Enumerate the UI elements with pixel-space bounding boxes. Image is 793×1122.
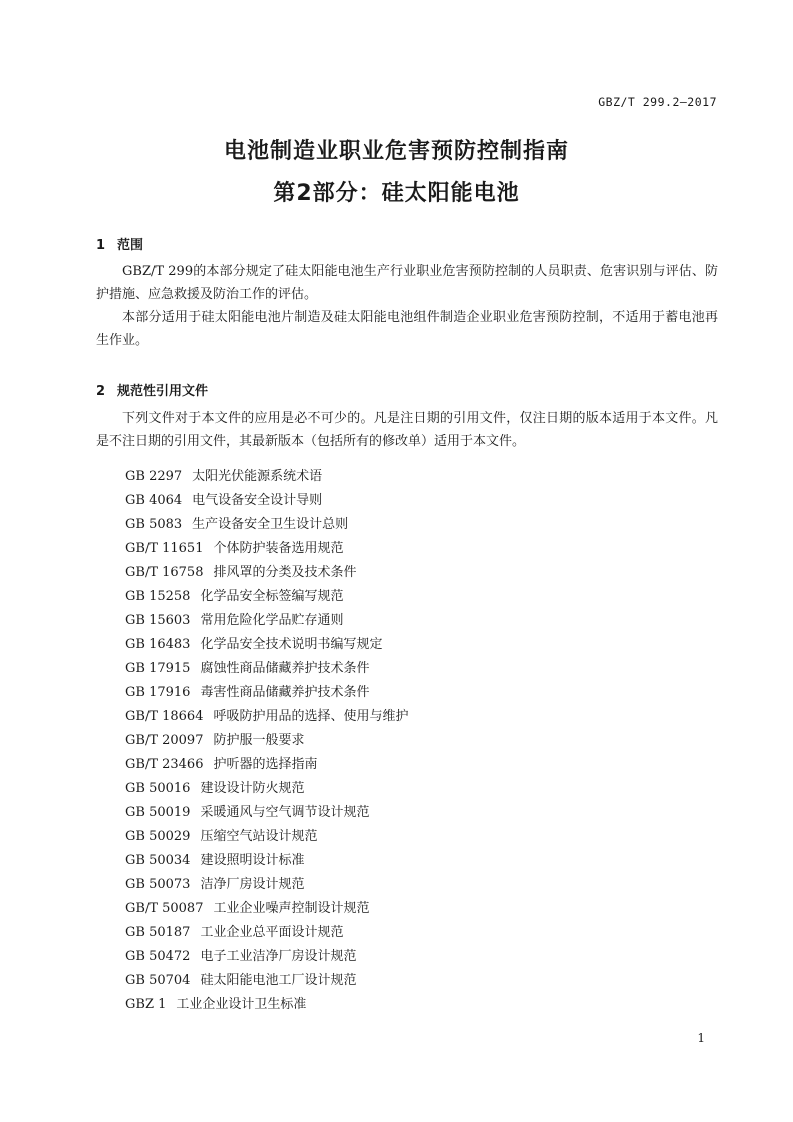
reference-code: GB 50019 — [125, 805, 191, 820]
reference-title: 护听器的选择指南 — [213, 757, 318, 772]
reference-item — [125, 849, 409, 873]
reference-code: GB 17916 — [125, 685, 191, 700]
reference-code: GB 50704 — [125, 973, 191, 988]
reference-code: GB 15258 — [125, 589, 191, 604]
reference-code: GB 4064 — [125, 493, 183, 508]
reference-code: GB 5083 — [125, 517, 183, 532]
reference-title: 建设照明设计标准 — [200, 853, 305, 868]
reference-item — [125, 921, 409, 945]
reference-code: GB 16483 — [125, 637, 191, 652]
page-number: 1 — [697, 1031, 705, 1045]
reference-code: GB 50073 — [125, 877, 191, 892]
reference-title: 工业企业噪声控制设计规范 — [213, 901, 370, 916]
reference-code: GB 50472 — [125, 949, 191, 964]
reference-code: GB/T 23466 — [125, 757, 204, 772]
reference-item — [125, 537, 409, 561]
reference-item — [125, 561, 409, 585]
section-1-paragraph-1: GBZ/T 299的本部分规定了硅太阳能电池生产行业职业危害预防控制的人员职责、危害识别与评估、防护措施、应急救援及防治工作的评估。 — [96, 264, 718, 302]
section-2-intro: 下列文件对于本文件的应用是必不可少的。凡是注日期的引用文件，仅注日期的版本适用于本文件。凡是不注日期的引用文件，其最新版本（包括所有的修改单）适用于本文件。 — [96, 411, 718, 449]
reference-title: 工业企业设计卫生标准 — [176, 997, 307, 1012]
reference-title: 个体防护装备选用规范 — [213, 541, 344, 556]
reference-title: 太阳光伏能源系统术语 — [192, 469, 323, 484]
section-2-number: 2 — [96, 384, 106, 399]
reference-code: GB 2297 — [125, 469, 183, 484]
reference-title: 呼吸防护用品的选择、使用与维护 — [213, 709, 409, 724]
reference-code: GB/T 18664 — [125, 709, 204, 724]
reference-code: GB 50187 — [125, 925, 191, 940]
reference-title: 硅太阳能电池工厂设计规范 — [200, 973, 357, 988]
reference-code: GBZ 1 — [125, 997, 167, 1012]
reference-title: 工业企业总平面设计规范 — [200, 925, 344, 940]
reference-item — [125, 585, 409, 609]
reference-item — [125, 777, 409, 801]
reference-item — [125, 753, 409, 777]
section-1-heading — [96, 234, 143, 253]
reference-title: 排风罩的分类及技术条件 — [213, 565, 357, 580]
reference-title: 电气设备安全设计导则 — [192, 493, 323, 508]
reference-item — [125, 513, 409, 537]
reference-list — [125, 465, 409, 1017]
reference-title: 电子工业洁净厂房设计规范 — [200, 949, 357, 964]
reference-item — [125, 801, 409, 825]
reference-item — [125, 657, 409, 681]
section-1-title: 范围 — [117, 238, 144, 253]
reference-code: GB 50016 — [125, 781, 191, 796]
reference-title: 化学品安全技术说明书编写规定 — [200, 637, 383, 652]
reference-title: 生产设备安全卫生设计总则 — [192, 517, 349, 532]
reference-item — [125, 633, 409, 657]
reference-code: GB 50029 — [125, 829, 191, 844]
section-1-number: 1 — [96, 238, 106, 253]
reference-item — [125, 897, 409, 921]
reference-code: GB/T 50087 — [125, 901, 204, 916]
reference-item — [125, 705, 409, 729]
reference-title: 防护服一般要求 — [213, 733, 305, 748]
reference-code: GB/T 11651 — [125, 541, 204, 556]
reference-item — [125, 465, 409, 489]
reference-code: GB 50034 — [125, 853, 191, 868]
document-title: 电池制造业职业危害预防控制指南 — [223, 139, 569, 164]
reference-item — [125, 945, 409, 969]
reference-title: 化学品安全标签编写规范 — [200, 589, 344, 604]
reference-item — [125, 825, 409, 849]
reference-item — [125, 729, 409, 753]
reference-item — [125, 609, 409, 633]
reference-code: GB/T 20097 — [125, 733, 204, 748]
standard-code-header: GBZ/T 299.2—2017 — [598, 95, 717, 109]
reference-title: 腐蚀性商品储藏养护技术条件 — [200, 661, 370, 676]
reference-code: GB 17915 — [125, 661, 191, 676]
section-2-title: 规范性引用文件 — [117, 384, 209, 399]
section-2-heading — [96, 380, 208, 399]
reference-title: 常用危险化学品贮存通则 — [200, 613, 344, 628]
reference-item — [125, 969, 409, 993]
reference-code: GB/T 16758 — [125, 565, 204, 580]
reference-title: 建设设计防火规范 — [200, 781, 305, 796]
document-subtitle: 第2部分：硅太阳能电池 — [273, 181, 520, 206]
reference-code: GB 15603 — [125, 613, 191, 628]
reference-title: 采暖通风与空气调节设计规范 — [200, 805, 370, 820]
reference-item — [125, 681, 409, 705]
reference-item — [125, 489, 409, 513]
reference-item — [125, 873, 409, 897]
reference-item — [125, 993, 409, 1017]
section-1-paragraph-2: 本部分适用于硅太阳能电池片制造及硅太阳能电池组件制造企业职业危害预防控制，不适用于蓄电池再生作业。 — [96, 310, 718, 348]
reference-title: 毒害性商品储藏养护技术条件 — [200, 685, 370, 700]
reference-title: 压缩空气站设计规范 — [200, 829, 318, 844]
reference-title: 洁净厂房设计规范 — [200, 877, 305, 892]
